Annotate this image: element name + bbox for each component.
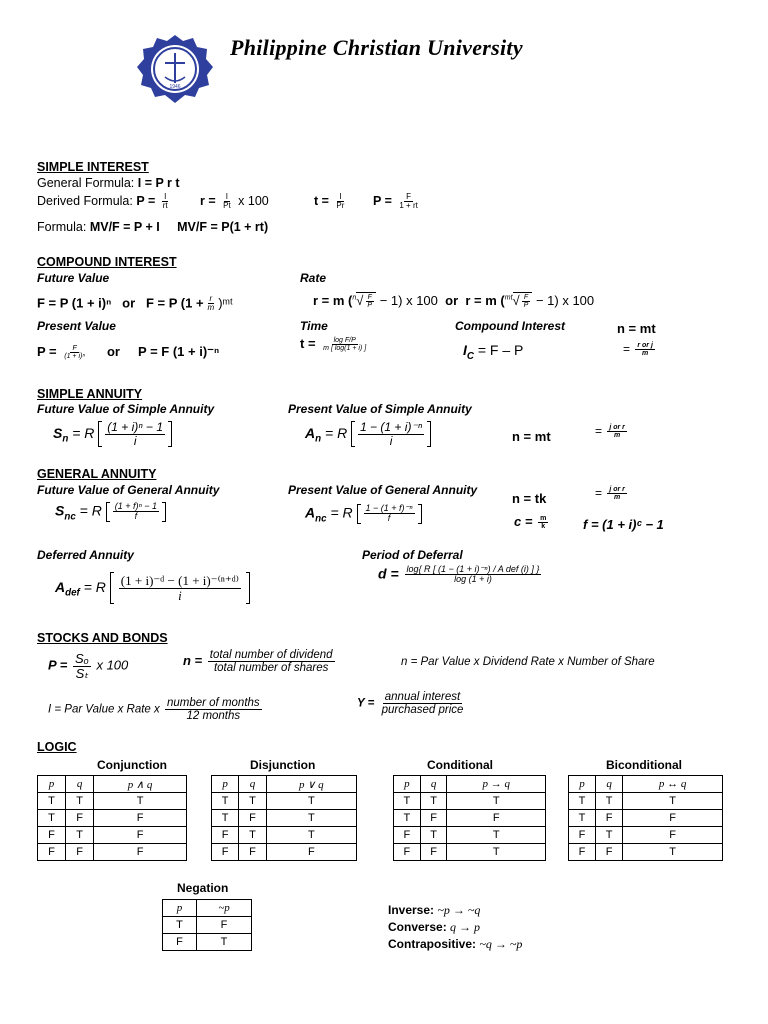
conditional-header-cell: p → q xyxy=(447,776,546,793)
conditional-cell: F xyxy=(447,810,546,827)
biconditional-header-cell: p xyxy=(569,776,596,793)
disjunction-row xyxy=(212,827,357,844)
conjunction-cell: T xyxy=(94,793,187,810)
si-mv1: MV/F = P + I xyxy=(89,220,160,234)
simple-interest-title: SIMPLE INTEREST xyxy=(37,160,149,174)
general-annuity-title: GENERAL ANNUITY xyxy=(37,467,157,481)
ga-anc-eq: = R xyxy=(330,504,353,521)
biconditional-cell: T xyxy=(596,793,623,810)
biconditional-title: Biconditional xyxy=(606,758,682,772)
inverse-value: ~p → ~q xyxy=(437,903,481,917)
conditional-cell: T xyxy=(394,810,421,827)
ci-time-formula xyxy=(300,336,370,352)
conditional-title: Conditional xyxy=(427,758,493,772)
def-d: d = xyxy=(378,565,399,582)
si-general-row xyxy=(37,176,180,190)
ci-or-3: or xyxy=(106,344,120,359)
sa-sn-num: (1 + i)ⁿ − 1 xyxy=(107,420,164,434)
conjunction-cell: F xyxy=(94,827,187,844)
disjunction-cell: T xyxy=(212,793,239,810)
sa-sn-sub: n xyxy=(62,433,69,445)
conditional-cell: F xyxy=(394,844,421,861)
disjunction-title: Disjunction xyxy=(250,758,316,772)
ci-rate2a: r = m ( xyxy=(465,293,505,308)
conditional-row xyxy=(394,827,546,844)
def-adef-formula xyxy=(55,572,250,604)
sa-an-eq: = R xyxy=(325,424,348,441)
ci-t-num: log F/P xyxy=(333,336,356,344)
ga-anc: A xyxy=(305,504,316,521)
ci-time-label: Time xyxy=(300,319,328,333)
biconditional-row xyxy=(569,844,723,861)
disjunction-header-cell: q xyxy=(239,776,266,793)
biconditional-cell: F xyxy=(569,827,596,844)
sa-sn-eq: = R xyxy=(72,424,95,441)
negation-table xyxy=(162,899,252,951)
si-r: r = xyxy=(200,194,216,209)
si-t-formula xyxy=(314,193,348,211)
ci-rate1-num: F xyxy=(367,293,372,301)
si-r-num: I xyxy=(225,192,229,201)
disjunction-header-cell: p ∨ q xyxy=(266,776,356,793)
def-d-num: log{ R [ (1 − (1 + i)⁻ⁿ) / A def (i) ] } xyxy=(406,564,540,574)
negation-title: Negation xyxy=(177,881,229,895)
sa-an-num: 1 − (1 + i)⁻ⁿ xyxy=(360,420,423,434)
conjunction-row xyxy=(38,810,187,827)
stocks-bonds-title: STOCKS AND BONDS xyxy=(37,631,168,645)
simple-annuity-title: SIMPLE ANNUITY xyxy=(37,387,143,401)
si-t-num: I xyxy=(339,192,342,201)
si-p2-den: 1 + rt xyxy=(399,201,418,211)
conjunction-row xyxy=(38,844,187,861)
biconditional-row xyxy=(569,810,723,827)
sa-eq-formula: = $\frac{\text{j or r}}{m}$ xyxy=(595,424,625,440)
contrapositive-label: Contrapositive: xyxy=(388,937,477,951)
disjunction-cell: F xyxy=(212,827,239,844)
ci-pv1-den: (1 + i)ⁿ xyxy=(64,353,85,361)
conditional-row xyxy=(394,844,546,861)
sb-y-formula xyxy=(357,691,467,716)
conjunction-cell: F xyxy=(66,844,94,861)
biconditional-cell: F xyxy=(596,810,623,827)
university-seal-icon xyxy=(135,33,215,105)
def-adef-sub: def xyxy=(65,587,80,599)
conjunction-header-row xyxy=(38,776,187,793)
conjunction-table xyxy=(37,775,187,861)
ci-pv-label: Present Value xyxy=(37,319,116,333)
biconditional-cell: T xyxy=(623,844,723,861)
conditional-row xyxy=(394,810,546,827)
negation-cell: F xyxy=(197,917,252,934)
si-p2-formula xyxy=(373,193,422,211)
si-r-den: Pt xyxy=(223,201,231,211)
si-p-den: rt xyxy=(162,201,168,211)
conjunction-header-cell: p xyxy=(38,776,66,793)
biconditional-row xyxy=(569,793,723,810)
conditional-header-row xyxy=(394,776,546,793)
negation-header-cell: p xyxy=(163,900,197,917)
disjunction-cell: F xyxy=(266,844,356,861)
conjunction-cell: F xyxy=(38,827,66,844)
ci-t-den: m [ log(1 + i) ] xyxy=(323,345,367,353)
negation-cell: T xyxy=(197,934,252,951)
disjunction-header-cell: p xyxy=(212,776,239,793)
sa-sn: S xyxy=(53,424,63,441)
si-t-den: Pr xyxy=(336,201,345,211)
biconditional-cell: T xyxy=(569,793,596,810)
sa-eq-num: j or r xyxy=(609,424,625,431)
conditional-cell: T xyxy=(394,793,421,810)
disjunction-cell: F xyxy=(239,810,266,827)
ga-snc-formula xyxy=(55,502,166,522)
contrapositive-row xyxy=(388,937,522,952)
conditional-row xyxy=(394,793,546,810)
sa-n-mt: n = mt xyxy=(512,429,551,444)
def-adef-den: i xyxy=(178,587,182,603)
def-adef-eq: = R xyxy=(83,578,106,595)
conjunction-title: Conjunction xyxy=(97,758,167,772)
ci-t-a: t = xyxy=(300,336,316,351)
sb-n-num: total number of dividend xyxy=(209,649,333,661)
ci-pv2: P = F (1 + i)⁻ⁿ xyxy=(138,344,220,359)
ci-rate-label: Rate xyxy=(300,271,327,285)
conditional-header-cell: p xyxy=(394,776,421,793)
si-general-label: General Formula: xyxy=(37,176,135,190)
conditional-cell: F xyxy=(420,810,447,827)
ci-fv-formula xyxy=(37,295,233,313)
ga-eq-num: j or r xyxy=(609,486,625,493)
ci-rate2-index: mt xyxy=(504,294,513,302)
sb-i: I = Par Value x Rate x xyxy=(48,703,160,716)
ci-fv2b: )ᵐᵗ xyxy=(218,295,233,311)
def-adef-num: (1 + i)⁻ᵈ − (1 + i)⁻⁽ⁿ⁺ᵈ⁾ xyxy=(120,573,239,588)
sb-n2-formula: n = Par Value x Dividend Rate x Number of Share xyxy=(401,656,655,668)
biconditional-row xyxy=(569,827,723,844)
ci-ic: I xyxy=(463,342,467,358)
conjunction-cell: T xyxy=(66,793,94,810)
si-p2: P = xyxy=(373,194,392,209)
si-p-num: I xyxy=(164,192,167,201)
ci-fv2-den: m xyxy=(207,303,215,313)
inverse-row xyxy=(388,903,480,918)
ga-snc-den: f xyxy=(134,511,138,522)
ci-rate1-den: P xyxy=(367,302,373,310)
conditional-cell: F xyxy=(420,844,447,861)
ga-c-den: k xyxy=(541,523,546,531)
sa-pv-label: Present Value of Simple Annuity xyxy=(288,402,472,416)
si-derived-label: Derived Formula: xyxy=(37,194,133,209)
logic-title: LOGIC xyxy=(37,740,77,754)
conjunction-cell: F xyxy=(38,844,66,861)
negation-row xyxy=(163,917,252,934)
biconditional-table xyxy=(568,775,723,861)
conjunction-cell: F xyxy=(94,844,187,861)
sa-sn-den: i xyxy=(133,433,137,448)
def-adef: A xyxy=(55,578,66,595)
sb-y-den: purchased price xyxy=(381,704,464,717)
def-d-formula xyxy=(378,565,543,585)
converse-row xyxy=(388,920,480,935)
sb-p-formula xyxy=(48,652,128,680)
sb-i-den: 12 months xyxy=(186,710,241,723)
ci-eq-den: m xyxy=(642,350,649,358)
disjunction-row xyxy=(212,810,357,827)
conjunction-row xyxy=(38,827,187,844)
ci-pv1-num: F xyxy=(72,344,77,352)
converse-value: q → p xyxy=(450,920,481,934)
ci-rate2-den: P xyxy=(523,302,529,310)
conjunction-cell: F xyxy=(66,810,94,827)
ga-anc-sub: nc xyxy=(315,513,327,525)
ci-rate-formula: r = m ($^n$√ $\frac{F}{P}$ − 1) x 100 or r = m ($^{mt}$√ $\frac{F}{P}$ − 1) x 100 xyxy=(313,293,595,310)
ci-eq-formula: = $\frac{\text{r or j}}{m}$ xyxy=(623,342,653,358)
ga-anc-num: 1 − (1 + f)⁻ⁿ xyxy=(365,503,413,513)
disjunction-header-row xyxy=(212,776,357,793)
ga-snc: S xyxy=(55,502,65,519)
sa-an-den: i xyxy=(389,433,393,448)
ci-rate1a: r = m ( xyxy=(313,293,353,308)
negation-header-row xyxy=(163,900,252,917)
ci-rate2-num: F xyxy=(523,293,529,301)
ga-n-tk: n = tk xyxy=(512,491,547,506)
ga-f-formula xyxy=(583,517,664,532)
ci-fv2-num: r xyxy=(209,294,213,303)
si-mv2: MV/F = P(1 + rt) xyxy=(177,220,269,234)
def-d-den: log (1 + i) xyxy=(454,574,492,585)
disjunction-table xyxy=(211,775,357,861)
si-p: P = xyxy=(136,194,156,209)
ci-fv1: F = P (1 + i)ⁿ xyxy=(37,295,112,311)
ga-c: c = xyxy=(514,514,533,529)
si-formula-label: Formula: xyxy=(37,220,87,234)
conjunction-header-cell: q xyxy=(66,776,94,793)
biconditional-header-cell: q xyxy=(596,776,623,793)
conjunction-header-cell: p ∧ q xyxy=(94,776,187,793)
ci-n-mt: n = mt xyxy=(617,321,656,336)
deferral-period-label: Period of Deferral xyxy=(362,548,463,562)
si-general-formula: I = P r t xyxy=(137,176,180,190)
si-r-tail: x 100 xyxy=(238,194,269,209)
sb-p-den: Sₜ xyxy=(75,665,89,681)
negation-cell: T xyxy=(163,917,197,934)
sb-n-den: total number of shares xyxy=(213,662,329,675)
compound-interest-title: COMPOUND INTEREST xyxy=(37,255,177,269)
conditional-table xyxy=(393,775,546,861)
negation-header-cell: ~p xyxy=(197,900,252,917)
biconditional-cell: F xyxy=(596,844,623,861)
seal-year: 1946 xyxy=(169,84,181,90)
ga-eq-formula: = $\frac{\text{j or r}}{m}$ xyxy=(595,486,625,502)
ci-or-2: or xyxy=(445,293,459,308)
biconditional-cell: F xyxy=(569,844,596,861)
conjunction-row xyxy=(38,793,187,810)
conditional-cell: T xyxy=(447,827,546,844)
ci-fv-label: Future Value xyxy=(37,271,110,285)
ci-or-1: or xyxy=(122,295,136,311)
conditional-cell: T xyxy=(420,793,447,810)
conditional-cell: T xyxy=(447,844,546,861)
ci-ic-formula xyxy=(463,342,523,362)
ci-ic-sub: C xyxy=(466,350,474,362)
ci-eq-num: r or j xyxy=(637,342,653,349)
sb-i-num: number of months xyxy=(166,697,260,709)
sb-n-formula xyxy=(183,649,337,674)
ga-snc-sub: nc xyxy=(64,511,76,523)
disjunction-cell: F xyxy=(212,844,239,861)
biconditional-cell: T xyxy=(569,810,596,827)
negation-cell: F xyxy=(163,934,197,951)
ci-fv2a: F = P (1 + xyxy=(145,295,204,311)
ga-c-formula xyxy=(514,514,550,530)
disjunction-cell: F xyxy=(239,844,266,861)
ga-anc-formula xyxy=(305,504,422,524)
si-t: t = xyxy=(314,194,329,209)
ci-rate1b: − 1) x 100 xyxy=(379,293,438,308)
conditional-cell: T xyxy=(420,827,447,844)
conditional-header-cell: q xyxy=(420,776,447,793)
ga-f: f = (1 + i)ᶜ − 1 xyxy=(583,517,664,532)
sb-p-tail: x 100 xyxy=(96,657,129,673)
sb-p: P = xyxy=(48,657,68,673)
ci-rate1-index: n xyxy=(352,294,357,302)
si-p2-num: F xyxy=(406,192,412,201)
disjunction-cell: T xyxy=(266,793,356,810)
ga-snc-eq: = R xyxy=(79,502,102,519)
conditional-cell: F xyxy=(394,827,421,844)
sb-y-num: annual interest xyxy=(384,691,461,703)
ga-eq-den: m xyxy=(614,494,621,502)
si-formula-row xyxy=(37,220,268,234)
ga-fv-label: Future Value of General Annuity xyxy=(37,483,220,497)
disjunction-cell: T xyxy=(266,827,356,844)
inverse-label: Inverse: xyxy=(388,903,435,917)
disjunction-cell: T xyxy=(239,793,266,810)
ga-snc-num: (1 + f)ⁿ − 1 xyxy=(114,501,158,511)
biconditional-cell: F xyxy=(623,827,723,844)
disjunction-cell: T xyxy=(212,810,239,827)
ci-compound-label: Compound Interest xyxy=(455,319,565,333)
ga-anc-den: f xyxy=(387,513,391,524)
sa-an-formula xyxy=(305,421,431,447)
ci-pv-formula xyxy=(37,344,219,360)
ga-pv-label: Present Value of General Annuity xyxy=(288,483,478,497)
sa-an: A xyxy=(305,424,316,441)
sb-n: n = xyxy=(183,653,203,668)
negation-row xyxy=(163,934,252,951)
sa-eq-den: m xyxy=(614,432,621,440)
conditional-cell: T xyxy=(447,793,546,810)
si-r-formula xyxy=(200,193,269,211)
sb-p-num: Sₒ xyxy=(75,651,89,666)
biconditional-header-row xyxy=(569,776,723,793)
disjunction-row xyxy=(212,844,357,861)
biconditional-cell: T xyxy=(623,793,723,810)
disjunction-cell: T xyxy=(266,810,356,827)
disjunction-cell: T xyxy=(239,827,266,844)
sb-i-formula xyxy=(48,697,264,722)
ga-c-num: m xyxy=(540,514,547,522)
si-derived-row xyxy=(37,193,172,211)
ci-ic-tail: = F – P xyxy=(477,342,524,358)
disjunction-row xyxy=(212,793,357,810)
university-name: Philippine Christian University xyxy=(230,35,523,60)
biconditional-cell: T xyxy=(596,827,623,844)
deferred-label: Deferred Annuity xyxy=(37,548,134,562)
conjunction-cell: T xyxy=(66,827,94,844)
biconditional-header-cell: p ↔ q xyxy=(623,776,723,793)
sa-an-sub: n xyxy=(315,433,322,445)
sa-sn-formula xyxy=(53,421,172,447)
conjunction-cell: T xyxy=(38,793,66,810)
sa-fv-label: Future Value of Simple Annuity xyxy=(37,402,215,416)
ci-pv1a: P = xyxy=(37,344,57,359)
ci-rate2b: − 1) x 100 xyxy=(535,293,595,308)
biconditional-cell: F xyxy=(623,810,723,827)
contrapositive-value: ~q → ~p xyxy=(479,937,523,951)
conjunction-cell: F xyxy=(94,810,187,827)
sb-y: Y = xyxy=(357,697,375,710)
conjunction-cell: T xyxy=(38,810,66,827)
converse-label: Converse: xyxy=(388,920,447,934)
